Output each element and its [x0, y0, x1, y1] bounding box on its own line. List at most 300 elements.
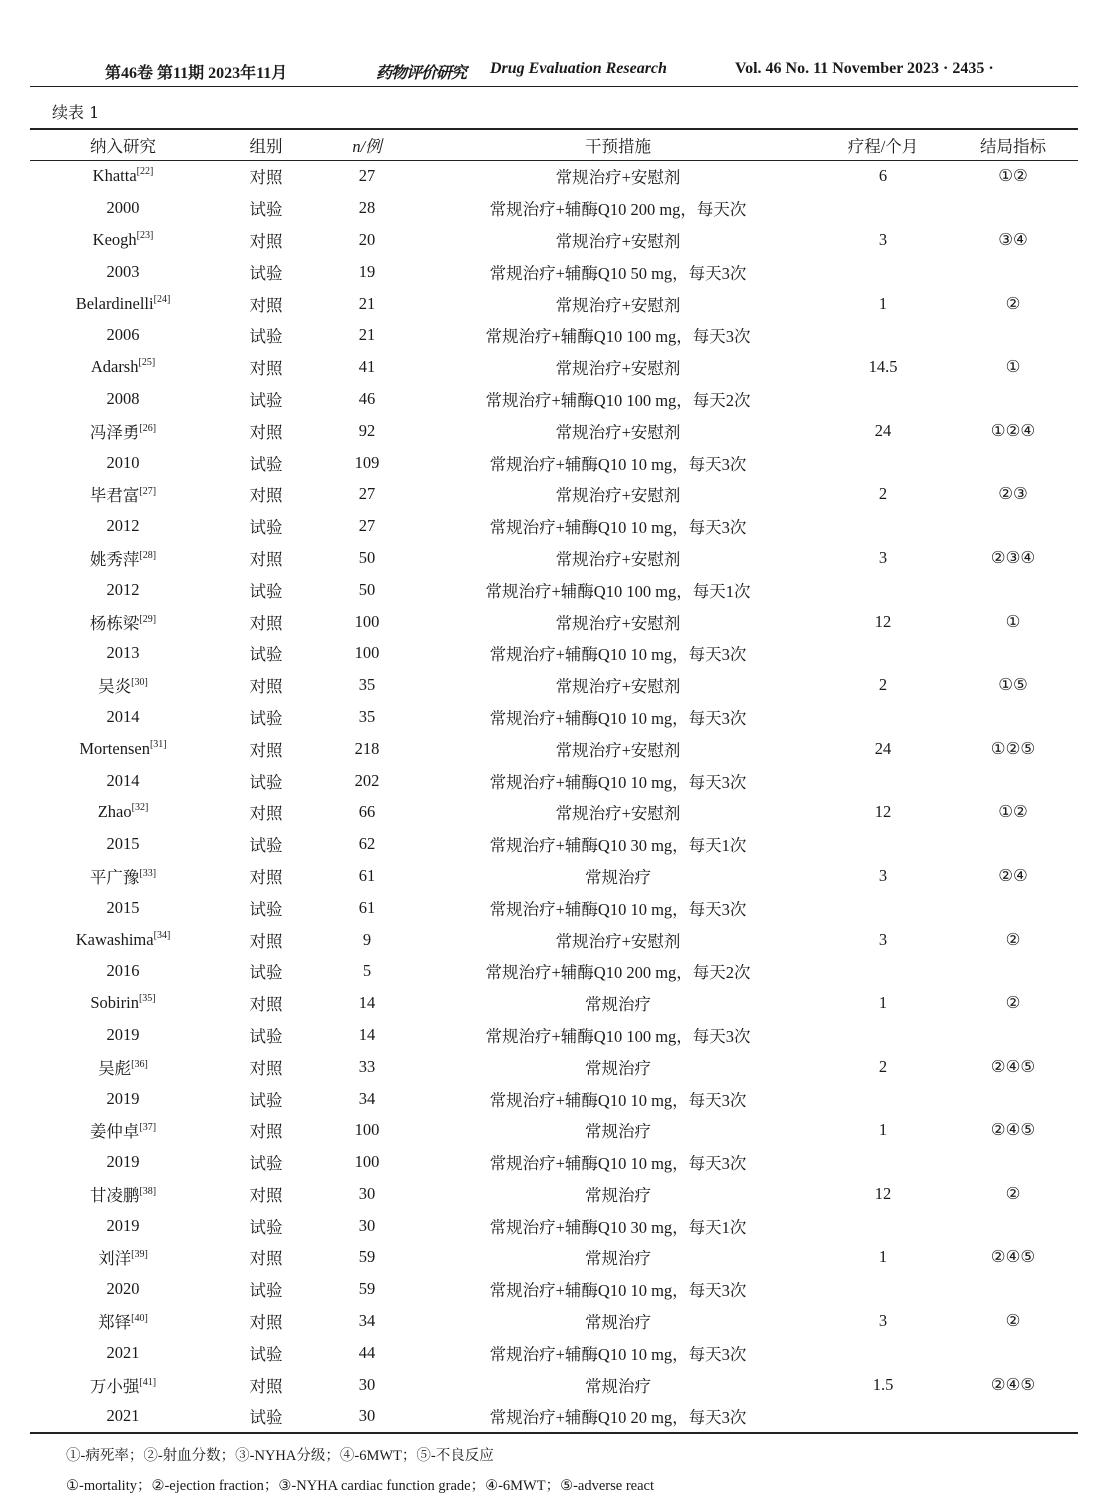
cell-n — [316, 192, 418, 224]
cell-outcome — [948, 1273, 1078, 1305]
cell-outcome — [948, 733, 1078, 765]
cell-group — [216, 542, 316, 574]
cell-study-text: 甘凌鹏 — [89, 1185, 140, 1205]
cell-intervention-text: 常规治疗+辅酶Q10 100 mg，每天1次 — [485, 581, 751, 601]
table-row — [30, 447, 1078, 479]
cell-intervention-text: 常规治疗+安慰剂 — [555, 168, 681, 188]
cell-n — [316, 860, 418, 892]
table-row — [30, 319, 1078, 351]
table-row — [30, 860, 1078, 892]
cell-group — [216, 1305, 316, 1337]
cell-n-text: 30 — [358, 1215, 376, 1235]
cell-intervention-text: 常规治疗+安慰剂 — [555, 422, 681, 442]
cell-course-text: 1.5 — [872, 1374, 894, 1394]
cell-study — [30, 1051, 216, 1083]
table-row — [30, 1019, 1078, 1051]
cell-intervention — [418, 1273, 818, 1305]
cell-n — [316, 1210, 418, 1242]
table-row — [30, 606, 1078, 638]
cell-intervention-text: 常规治疗+辅酶Q10 100 mg，每天3次 — [485, 327, 751, 347]
cell-study — [30, 510, 216, 542]
cell-outcome-text: ②④⑤ — [990, 1247, 1036, 1267]
cell-group — [216, 383, 316, 415]
cell-n-text: 5 — [362, 961, 372, 981]
cell-n-text: 50 — [358, 547, 376, 567]
table-row — [30, 1114, 1078, 1146]
cell-group — [216, 1114, 316, 1146]
reference-superscript: [29] — [139, 613, 157, 625]
cell-study — [30, 606, 216, 638]
cell-outcome — [948, 288, 1078, 320]
cell-group-text: 试验 — [249, 581, 283, 601]
cell-intervention-text: 常规治疗+辅酶Q10 100 mg，每天3次 — [485, 1026, 751, 1046]
cell-outcome — [948, 796, 1078, 828]
cell-course-text: 24 — [874, 738, 892, 758]
cell-intervention — [418, 892, 818, 924]
table-row — [30, 1242, 1078, 1274]
cell-group — [216, 192, 316, 224]
cell-study — [30, 669, 216, 701]
cell-intervention-text: 常规治疗+辅酶Q10 10 mg，每天3次 — [489, 454, 747, 474]
cell-n-text: 30 — [358, 1183, 376, 1203]
cell-group — [216, 1051, 316, 1083]
cell-outcome-text: ②④ — [998, 865, 1028, 885]
table-row — [30, 161, 1078, 193]
cell-course-text: 3 — [878, 929, 888, 949]
cell-n — [316, 415, 418, 447]
cell-n — [316, 161, 418, 193]
cell-n-text: 33 — [358, 1056, 376, 1076]
cell-group — [216, 1337, 316, 1369]
cell-study-text: 平广豫 — [89, 867, 140, 887]
cell-course — [818, 351, 948, 383]
table-bottom-rule — [30, 1432, 1078, 1434]
table-row — [30, 669, 1078, 701]
cell-study-text: Khatta — [92, 166, 137, 186]
cell-group — [216, 574, 316, 606]
reference-superscript: [37] — [139, 1122, 157, 1134]
cell-course-text: 3 — [878, 1311, 888, 1331]
cell-n — [316, 924, 418, 956]
cell-study — [30, 161, 216, 193]
cell-n-text: 100 — [354, 1120, 380, 1140]
table-row — [30, 1273, 1078, 1305]
cell-study — [30, 924, 216, 956]
cell-n-text: 34 — [358, 1311, 376, 1331]
cell-outcome — [948, 510, 1078, 542]
cell-course — [818, 1337, 948, 1369]
cell-study — [30, 542, 216, 574]
cell-course — [818, 478, 948, 510]
cell-n — [316, 828, 418, 860]
cell-n-text: 27 — [358, 484, 376, 504]
cell-n — [316, 1083, 418, 1115]
cell-group-text: 试验 — [249, 327, 283, 347]
cell-intervention — [418, 733, 818, 765]
cell-course — [818, 319, 948, 351]
cell-group-text: 对照 — [249, 1249, 283, 1269]
cell-intervention-text: 常规治疗+辅酶Q10 10 mg，每天3次 — [489, 708, 747, 728]
studies-table — [30, 128, 1078, 1434]
cell-outcome — [948, 1019, 1078, 1051]
cell-intervention — [418, 1242, 818, 1274]
cell-group — [216, 924, 316, 956]
cell-outcome-text: ③④ — [998, 229, 1028, 249]
cell-study — [30, 828, 216, 860]
cell-intervention-text: 常规治疗+辅酶Q10 10 mg，每天3次 — [489, 645, 747, 665]
cell-n-text: 28 — [358, 198, 376, 218]
reference-superscript: [34] — [153, 929, 171, 941]
cell-outcome-text: ②④⑤ — [990, 1120, 1036, 1140]
cell-group — [216, 1210, 316, 1242]
cell-course — [818, 987, 948, 1019]
cell-intervention — [418, 1019, 818, 1051]
cell-course — [818, 1051, 948, 1083]
reference-superscript: [24] — [153, 293, 171, 305]
cell-group — [216, 256, 316, 288]
cell-study-text: 姜仲卓 — [89, 1122, 140, 1142]
table-row — [30, 224, 1078, 256]
cell-n — [316, 987, 418, 1019]
cell-group — [216, 288, 316, 320]
cell-course — [818, 796, 948, 828]
cell-n — [316, 892, 418, 924]
cell-intervention — [418, 1305, 818, 1337]
cell-intervention-text: 常规治疗 — [585, 1122, 651, 1142]
cell-intervention — [418, 701, 818, 733]
cell-course — [818, 574, 948, 606]
cell-course — [818, 1401, 948, 1433]
cell-study-text: Mortensen — [79, 738, 150, 758]
cell-course-text: 12 — [874, 1183, 892, 1203]
cell-n-text: 100 — [354, 611, 380, 631]
cell-intervention — [418, 1146, 818, 1178]
cell-group-text: 试验 — [249, 263, 283, 283]
table-row — [30, 1305, 1078, 1337]
running-header — [30, 58, 1078, 87]
cell-outcome — [948, 1337, 1078, 1369]
cell-intervention-text: 常规治疗+安慰剂 — [555, 804, 681, 824]
table-row — [30, 701, 1078, 733]
volume-page-info: Vol. 46 No. 11 November 2023 · 2435 · — [735, 60, 994, 77]
reference-superscript: [25] — [138, 357, 156, 369]
cell-intervention-text: 常规治疗+安慰剂 — [555, 549, 681, 569]
cell-intervention-text: 常规治疗+辅酶Q10 10 mg，每天3次 — [489, 1154, 747, 1174]
cell-group-text: 对照 — [249, 1122, 283, 1142]
cell-group-text: 对照 — [249, 804, 283, 824]
cell-study — [30, 1401, 216, 1433]
cell-study-text: 2015 — [106, 897, 140, 917]
cell-group-text: 对照 — [249, 995, 283, 1015]
cell-group-text: 对照 — [249, 549, 283, 569]
cell-intervention — [418, 161, 818, 193]
table-row — [30, 1146, 1078, 1178]
cell-outcome — [948, 892, 1078, 924]
cell-course — [818, 288, 948, 320]
cell-group — [216, 796, 316, 828]
cell-outcome — [948, 828, 1078, 860]
cell-group — [216, 1369, 316, 1401]
cell-group — [216, 637, 316, 669]
cell-course — [818, 860, 948, 892]
cell-course — [818, 955, 948, 987]
cell-study-text: Adarsh — [90, 357, 139, 377]
cell-course-text: 14.5 — [868, 357, 898, 377]
cell-study-text: Keogh — [92, 229, 137, 249]
cell-course-text: 2 — [878, 675, 888, 695]
cell-group — [216, 733, 316, 765]
cell-intervention-text: 常规治疗+安慰剂 — [555, 931, 681, 951]
cell-n-text: 92 — [358, 420, 376, 440]
cell-outcome — [948, 1146, 1078, 1178]
table-row — [30, 256, 1078, 288]
cell-course — [818, 542, 948, 574]
cell-n — [316, 1242, 418, 1274]
cell-n — [316, 606, 418, 638]
cell-outcome — [948, 701, 1078, 733]
cell-intervention — [418, 510, 818, 542]
col-header-group: 组别 — [249, 136, 283, 156]
cell-group — [216, 319, 316, 351]
table-row — [30, 510, 1078, 542]
cell-study-text: 万小强 — [89, 1376, 140, 1396]
reference-superscript: [31] — [149, 738, 167, 750]
cell-group — [216, 606, 316, 638]
cell-intervention — [418, 1210, 818, 1242]
cell-n-text: 46 — [358, 388, 376, 408]
reference-superscript: [33] — [139, 867, 157, 879]
cell-group — [216, 161, 316, 193]
cell-n-text: 30 — [358, 1406, 376, 1426]
cell-group — [216, 478, 316, 510]
cell-group-text: 对照 — [249, 867, 283, 887]
cell-intervention-text: 常规治疗+安慰剂 — [555, 231, 681, 251]
cell-study-text: 郑铎 — [98, 1313, 132, 1333]
cell-n-text: 27 — [358, 516, 376, 536]
cell-intervention — [418, 1369, 818, 1401]
cell-outcome-text: ①② — [998, 166, 1028, 186]
cell-study-text: 2008 — [106, 388, 140, 408]
cell-intervention — [418, 1401, 818, 1433]
cell-study-text: 毕君富 — [89, 486, 140, 506]
cell-intervention-text: 常规治疗+辅酶Q10 10 mg，每天3次 — [489, 1090, 747, 1110]
cell-outcome — [948, 224, 1078, 256]
col-header-study: 纳入研究 — [90, 136, 156, 156]
cell-intervention-text: 常规治疗+安慰剂 — [555, 613, 681, 633]
cell-intervention — [418, 1083, 818, 1115]
table-header-row — [30, 130, 1078, 160]
cell-intervention — [418, 1051, 818, 1083]
cell-study — [30, 1242, 216, 1274]
cell-course — [818, 669, 948, 701]
cell-course-text: 3 — [878, 229, 888, 249]
cell-study — [30, 1210, 216, 1242]
cell-course-text: 12 — [874, 802, 892, 822]
cell-course — [818, 924, 948, 956]
cell-study — [30, 1337, 216, 1369]
cell-n — [316, 256, 418, 288]
cell-course-text: 3 — [878, 865, 888, 885]
cell-course — [818, 1369, 948, 1401]
cell-outcome — [948, 415, 1078, 447]
cell-n — [316, 288, 418, 320]
table-row — [30, 1210, 1078, 1242]
cell-study-text: 2019 — [106, 1024, 140, 1044]
cell-intervention — [418, 987, 818, 1019]
cell-group — [216, 415, 316, 447]
cell-group-text: 试验 — [249, 708, 283, 728]
cell-study — [30, 478, 216, 510]
cell-study — [30, 1273, 216, 1305]
cell-intervention-text: 常规治疗 — [585, 1313, 651, 1333]
reference-superscript: [36] — [131, 1058, 148, 1070]
cell-n-text: 14 — [358, 1024, 376, 1044]
cell-group-text: 对照 — [249, 613, 283, 633]
cell-intervention — [418, 351, 818, 383]
table-row — [30, 733, 1078, 765]
cell-study-text: 2014 — [106, 770, 140, 790]
cell-outcome-text: ①②④ — [990, 420, 1036, 440]
cell-n — [316, 447, 418, 479]
cell-study — [30, 637, 216, 669]
cell-intervention — [418, 574, 818, 606]
cell-intervention — [418, 319, 818, 351]
cell-study-text: 刘洋 — [98, 1249, 132, 1269]
cell-n — [316, 701, 418, 733]
cell-outcome-text: ①⑤ — [998, 675, 1028, 695]
cell-intervention-text: 常规治疗+安慰剂 — [555, 740, 681, 760]
cell-intervention — [418, 256, 818, 288]
cell-n-text: 50 — [358, 579, 376, 599]
cell-course-text: 1 — [878, 1120, 888, 1140]
table-row — [30, 1178, 1078, 1210]
cell-group — [216, 669, 316, 701]
table-row — [30, 542, 1078, 574]
cell-n — [316, 765, 418, 797]
cell-course — [818, 447, 948, 479]
cell-study-text: 2015 — [106, 834, 140, 854]
cell-course — [818, 1273, 948, 1305]
cell-group-text: 对照 — [249, 1376, 283, 1396]
cell-outcome — [948, 574, 1078, 606]
cell-n — [316, 1305, 418, 1337]
cell-group — [216, 955, 316, 987]
cell-intervention — [418, 924, 818, 956]
cell-group — [216, 1019, 316, 1051]
cell-study — [30, 192, 216, 224]
cell-group — [216, 1401, 316, 1433]
cell-group-text: 试验 — [249, 1281, 283, 1301]
cell-outcome — [948, 542, 1078, 574]
cell-outcome — [948, 987, 1078, 1019]
cell-study-text: Sobirin — [90, 993, 139, 1013]
cell-study-text: Zhao — [97, 802, 132, 822]
cell-group — [216, 351, 316, 383]
cell-n — [316, 1369, 418, 1401]
cell-study — [30, 256, 216, 288]
cell-course-text: 1 — [878, 1247, 888, 1267]
cell-intervention — [418, 860, 818, 892]
cell-outcome — [948, 383, 1078, 415]
cell-n-text: 59 — [358, 1247, 376, 1267]
cell-study-text: 姚秀萍 — [89, 549, 140, 569]
cell-study-text: 2021 — [106, 1342, 140, 1362]
cell-n — [316, 542, 418, 574]
cell-group-text: 试验 — [249, 836, 283, 856]
cell-course — [818, 1146, 948, 1178]
cell-intervention-text: 常规治疗+辅酶Q10 10 mg，每天3次 — [489, 1344, 747, 1364]
cell-group-text: 对照 — [249, 677, 283, 697]
cell-intervention-text: 常规治疗 — [585, 867, 651, 887]
cell-outcome — [948, 955, 1078, 987]
cell-intervention-text: 常规治疗+辅酶Q10 30 mg，每天1次 — [489, 836, 747, 856]
cell-n-text: 35 — [358, 675, 376, 695]
cell-course-text: 1 — [878, 293, 888, 313]
cell-outcome — [948, 1083, 1078, 1115]
cell-group-text: 试验 — [249, 200, 283, 220]
cell-n — [316, 1146, 418, 1178]
cell-study-text: 2013 — [106, 643, 140, 663]
reference-superscript: [40] — [131, 1313, 148, 1325]
cell-study — [30, 574, 216, 606]
reference-superscript: [30] — [131, 677, 148, 689]
cell-course-text: 2 — [878, 484, 888, 504]
cell-outcome-text: ① — [1005, 611, 1021, 631]
cell-study-text: 冯泽勇 — [89, 422, 140, 442]
table-row — [30, 1401, 1078, 1433]
table-row — [30, 892, 1078, 924]
cell-study-text: 吴炎 — [98, 677, 132, 697]
cell-n-text: 27 — [358, 166, 376, 186]
cell-study-text: 吴彪 — [98, 1058, 132, 1078]
cell-n-text: 100 — [354, 1152, 380, 1172]
cell-n-text: 61 — [358, 865, 376, 885]
cell-intervention — [418, 606, 818, 638]
cell-study — [30, 224, 216, 256]
cell-study-text: 2006 — [106, 325, 140, 345]
cell-study — [30, 701, 216, 733]
cell-intervention — [418, 224, 818, 256]
cell-outcome — [948, 256, 1078, 288]
cell-outcome — [948, 478, 1078, 510]
cell-intervention — [418, 542, 818, 574]
cell-group-text: 试验 — [249, 1090, 283, 1110]
cell-course-text: 24 — [874, 420, 892, 440]
reference-superscript: [41] — [139, 1376, 157, 1388]
cell-intervention-text: 常规治疗 — [585, 1058, 651, 1078]
cell-course — [818, 1019, 948, 1051]
cell-n-text: 35 — [358, 706, 376, 726]
cell-group — [216, 510, 316, 542]
cell-n-text: 202 — [354, 770, 380, 790]
cell-intervention-text: 常规治疗+辅酶Q10 20 mg，每天3次 — [489, 1408, 747, 1428]
cell-course — [818, 637, 948, 669]
cell-intervention — [418, 955, 818, 987]
cell-group — [216, 447, 316, 479]
table-row — [30, 1337, 1078, 1369]
cell-course — [818, 192, 948, 224]
cell-outcome-text: ②④⑤ — [990, 1374, 1036, 1394]
cell-group-text: 试验 — [249, 963, 283, 983]
cell-study — [30, 1305, 216, 1337]
cell-study — [30, 1146, 216, 1178]
cell-outcome — [948, 924, 1078, 956]
table-row — [30, 1083, 1078, 1115]
cell-n — [316, 1273, 418, 1305]
cell-intervention-text: 常规治疗+辅酶Q10 30 mg，每天1次 — [489, 1217, 747, 1237]
table-body — [30, 161, 1078, 1433]
journal-name: Drug Evaluation Research — [490, 60, 667, 77]
